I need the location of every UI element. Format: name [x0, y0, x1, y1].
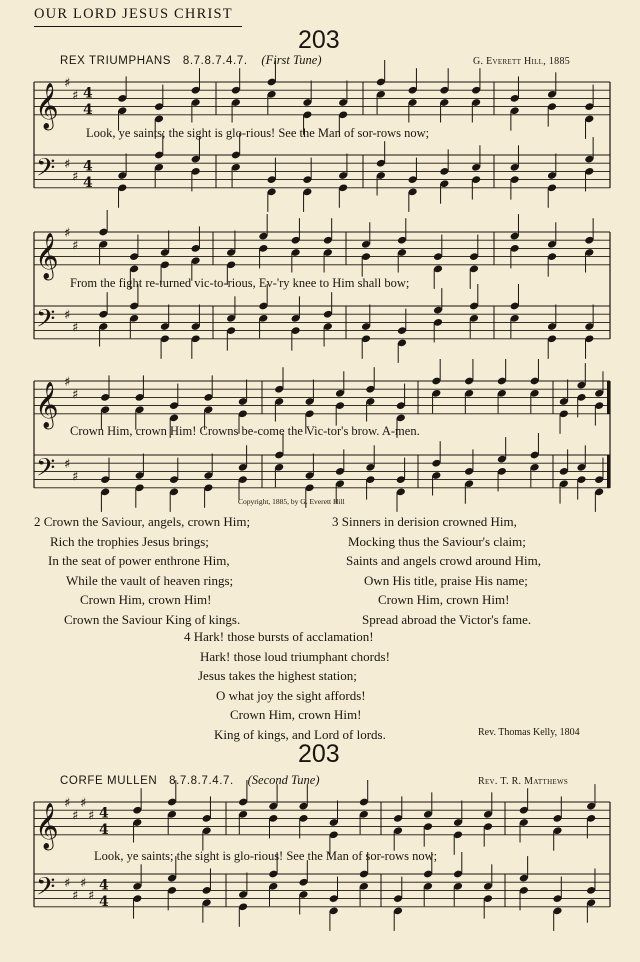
tune-designation: (Second Tune): [247, 773, 320, 787]
bass-clef-icon: 𝄢: [36, 872, 56, 908]
sharp-icon: ♯: [72, 88, 79, 104]
treble-clef-icon: 𝄞: [35, 802, 59, 849]
stanza-line: Sinners in derision crowned Him,: [341, 514, 517, 529]
tune-designation: (First Tune): [261, 53, 322, 67]
bass-clef-icon: 𝄢: [36, 453, 56, 489]
sharp-icon: ♯: [72, 808, 79, 824]
stanza-line: King of kings, and Lord of lords.: [214, 726, 386, 742]
composer: G. Everett Hill, 1885: [473, 56, 571, 67]
lyric-line-4: Look, ye saints; the sight is glo-rious! See the Man of sor-rows now;: [94, 849, 438, 863]
sharp-icon: ♯: [72, 169, 79, 185]
tune-name: CORFE MULLEN: [60, 775, 158, 787]
stanza-line: Hark! those bursts of acclamation!: [193, 629, 374, 644]
sharp-icon: ♯: [64, 796, 71, 811]
sharp-icon: ♯: [64, 375, 71, 390]
time-signature-bottom: 4: [99, 821, 109, 838]
system-3-final-bar: [607, 455, 610, 488]
sharp-icon: ♯: [80, 876, 87, 892]
stanza-number: 2: [34, 514, 41, 529]
time-signature-bottom: 4: [83, 101, 93, 118]
sharp-icon: ♯: [64, 457, 71, 473]
sharp-icon: ♯: [64, 226, 71, 241]
author-credit: Rev. Thomas Kelly, 1804: [478, 727, 580, 738]
sharp-icon: ♯: [80, 796, 87, 811]
sharp-icon: ♯: [72, 320, 79, 336]
meter: 8.7.8.7.4.7.: [182, 55, 248, 67]
treble-clef-icon: 𝄞: [35, 381, 59, 428]
stanza-line: Crown Him, crown Him!: [230, 707, 362, 722]
lyric-line-1: Look, ye saints; the sight is glo-rious! See the Man of sor-rows now;: [86, 126, 430, 140]
sharp-icon: ♯: [72, 387, 79, 403]
hymn-number: 203: [298, 26, 340, 54]
stanza-line: Crown the Saviour King of kings.: [64, 611, 241, 627]
time-signature-bottom: 4: [83, 174, 93, 191]
sharp-icon: ♯: [88, 888, 95, 904]
stanza-4: [184, 627, 390, 744]
bass-clef-icon: 𝄢: [36, 153, 56, 189]
stanza-number: 4: [184, 629, 191, 644]
time-signature-top: 4: [83, 85, 93, 102]
treble-clef-icon: 𝄞: [35, 232, 59, 279]
sharp-icon: ♯: [72, 888, 79, 904]
stanza-line: In the seat of power enthrone Him,: [48, 553, 230, 568]
stanza-line: Rich the trophies Jesus brings;: [50, 533, 209, 549]
sharp-icon: ♯: [72, 238, 79, 254]
meter: 8.7.8.7.4.7.: [169, 775, 234, 787]
time-signature-top: 4: [83, 158, 93, 175]
stanza-line: Spread abroad the Victor's fame.: [362, 611, 532, 627]
stanza-3: [332, 512, 541, 629]
sharp-icon: ♯: [64, 76, 71, 91]
time-signature-top: 4: [99, 877, 109, 894]
stanza-line: Crown Him, crown Him!: [80, 592, 212, 607]
sharp-icon: ♯: [64, 157, 71, 173]
lyric-line-2: From the fight re-turned vic-to-rious, Ev-'ry knee to Him shall bow;: [70, 276, 410, 290]
treble-clef-icon: 𝄞: [35, 82, 59, 129]
stanza-line: Own His title, praise His name;: [364, 572, 528, 588]
system-3-final-bar: [607, 381, 610, 414]
hymn-number-2: 203: [298, 740, 340, 768]
time-signature-top: 4: [99, 805, 109, 822]
sharp-icon: ♯: [64, 308, 71, 324]
composer-2: Rev. T. R. Matthews: [478, 776, 569, 787]
stanza-2: [34, 512, 250, 629]
stanza-line: Hark! those loud triumphant chords!: [200, 648, 390, 664]
stanza-line: O what joy the sight affords!: [216, 687, 366, 703]
stanza-line: Crown the Saviour, angels, crown Him;: [43, 514, 251, 529]
lyric-line-3: Crown Him, crown Him! Crowns be-come the Vic-tor's brow. A-men.: [70, 424, 420, 438]
time-signature-bottom: 4: [99, 893, 109, 910]
stanza-line: Mocking thus the Saviour's claim;: [348, 533, 526, 549]
sharp-icon: ♯: [88, 808, 95, 824]
stanza-line: While the vault of heaven rings;: [66, 572, 234, 588]
stanza-line: Jesus takes the highest station;: [198, 668, 357, 683]
stanza-number: 3: [332, 514, 339, 529]
tune-name: REX TRIUMPHANS: [60, 55, 172, 67]
bass-clef-icon: 𝄢: [36, 304, 56, 340]
running-head: OUR LORD JESUS CHRIST: [34, 6, 233, 22]
stanza-line: Saints and angels crowd around Him,: [346, 553, 541, 568]
sharp-icon: ♯: [64, 876, 71, 892]
sharp-icon: ♯: [72, 469, 79, 485]
stanza-line: Crown Him, crown Him!: [378, 592, 510, 607]
copyright: Copyright, 1885, by G. Everett Hill: [238, 497, 345, 506]
tune-header-2: [60, 773, 320, 788]
